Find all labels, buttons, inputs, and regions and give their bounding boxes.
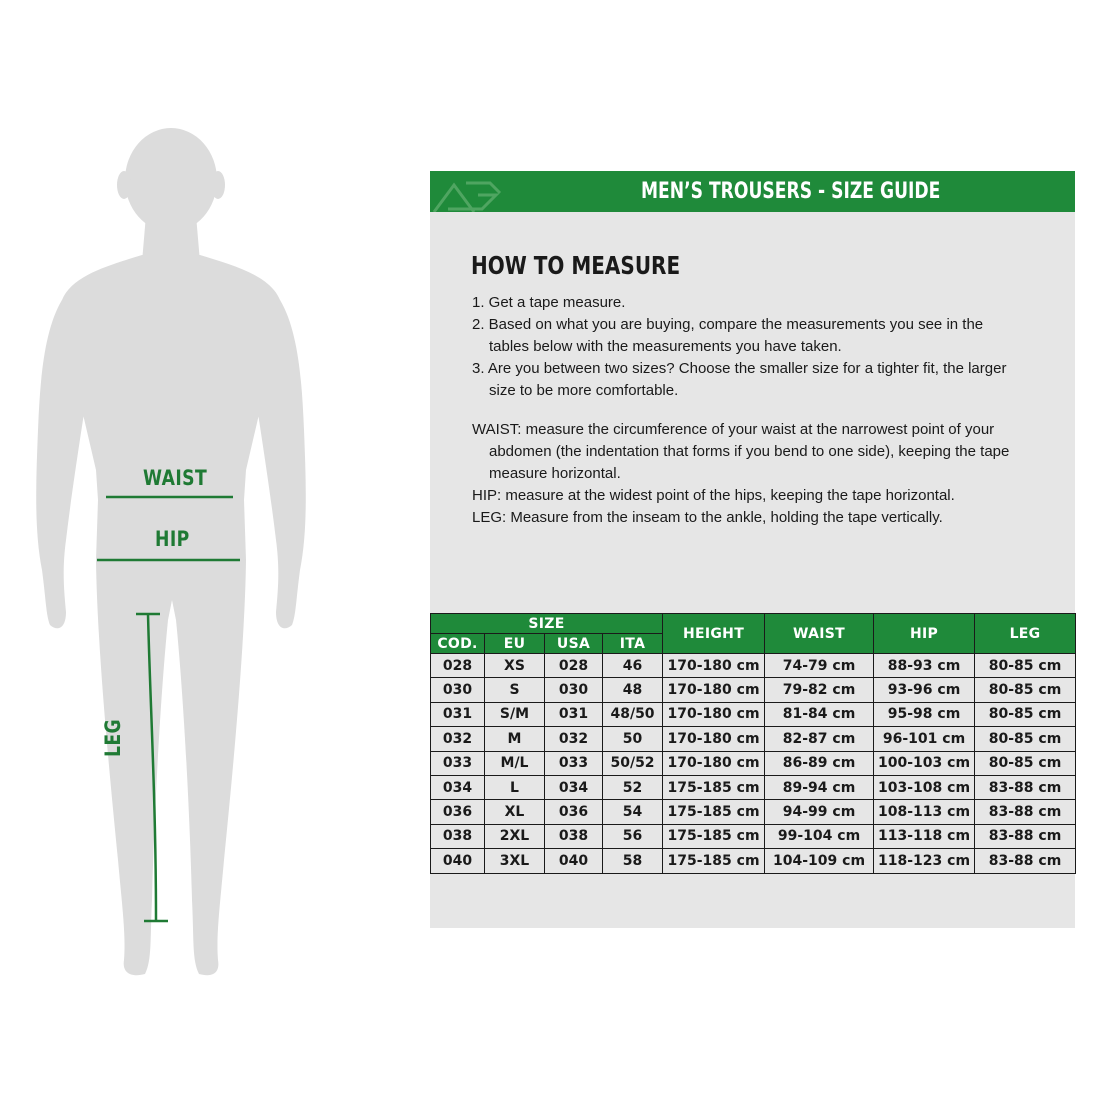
cell-usa: 040 (545, 849, 603, 873)
leg-header: LEG (975, 614, 1076, 654)
cell-cod: 038 (431, 824, 485, 848)
table-body (431, 654, 1076, 874)
cell-waist: 94-99 cm (765, 800, 874, 824)
cell-waist: 104-109 cm (765, 849, 874, 873)
step-item (472, 314, 1052, 358)
size-guide-panel (430, 171, 1075, 928)
hip-note: HIP: measure at the widest point of the hips, keeping the tape horizontal. (472, 487, 955, 504)
height-header: HEIGHT (663, 614, 765, 654)
cell-usa: 038 (545, 824, 603, 848)
panel-title: MEN’S TROUSERS - SIZE GUIDE (640, 179, 941, 204)
cell-leg: 83-88 cm (975, 800, 1076, 824)
measure-notes (472, 419, 1052, 529)
cell-cod: 036 (431, 800, 485, 824)
cell-cod: 028 (431, 654, 485, 678)
table-row (431, 849, 1076, 873)
cell-waist: 81-84 cm (765, 702, 874, 726)
waist-note-text: WAIST: measure the circumference of your waist at the narrowest point of your (472, 421, 995, 438)
cell-hip: 93-96 cm (874, 678, 975, 702)
cod-header: COD. (431, 634, 485, 654)
cell-ita: 58 (603, 849, 663, 873)
leg-label: LEG (101, 718, 125, 757)
cell-cod: 032 (431, 727, 485, 751)
table-row (431, 824, 1076, 848)
cell-ita: 48 (603, 678, 663, 702)
cell-hip: 118-123 cm (874, 849, 975, 873)
cell-cod: 040 (431, 849, 485, 873)
cell-hip: 95-98 cm (874, 702, 975, 726)
cell-usa: 032 (545, 727, 603, 751)
cell-ita: 54 (603, 800, 663, 824)
cell-eu: XS (485, 654, 545, 678)
cell-hip: 96-101 cm (874, 727, 975, 751)
cell-leg: 80-85 cm (975, 727, 1076, 751)
cell-waist: 82-87 cm (765, 727, 874, 751)
cell-usa: 033 (545, 751, 603, 775)
cell-ita: 50 (603, 727, 663, 751)
cell-hip: 100-103 cm (874, 751, 975, 775)
step-item (472, 292, 1052, 314)
cell-eu: M (485, 727, 545, 751)
cell-eu: S/M (485, 702, 545, 726)
cell-height: 175-185 cm (663, 849, 765, 873)
cell-height: 170-180 cm (663, 751, 765, 775)
cell-height: 175-185 cm (663, 800, 765, 824)
table-row (431, 654, 1076, 678)
step-text-cont: tables below with the measurements you have taken. (489, 338, 842, 355)
waist-note (472, 419, 1052, 485)
size-table (430, 613, 1076, 874)
step-text-cont: size to be more comfortable. (489, 382, 679, 399)
steps-list (472, 292, 1052, 402)
cell-height: 175-185 cm (663, 824, 765, 848)
waist-label: WAIST (143, 466, 208, 490)
cell-height: 175-185 cm (663, 775, 765, 799)
cell-cod: 034 (431, 775, 485, 799)
cell-waist: 99-104 cm (765, 824, 874, 848)
cell-waist: 86-89 cm (765, 751, 874, 775)
body-silhouette (0, 0, 420, 1100)
waist-header: WAIST (765, 614, 874, 654)
cell-leg: 80-85 cm (975, 654, 1076, 678)
cell-ita: 50/52 (603, 751, 663, 775)
panel-header (430, 171, 1075, 212)
table-row (431, 800, 1076, 824)
cell-hip: 103-108 cm (874, 775, 975, 799)
table-row (431, 727, 1076, 751)
cell-ita: 56 (603, 824, 663, 848)
size-group-header: SIZE (431, 614, 663, 634)
step-text: 3. Are you between two sizes? Choose the smaller size for a tighter fit, the larger (472, 360, 1007, 377)
ita-header: ITA (603, 634, 663, 654)
cell-leg: 83-88 cm (975, 824, 1076, 848)
cell-eu: 2XL (485, 824, 545, 848)
waist-note-cont: abdomen (the indentation that forms if you bend to one side), keeping the tape (489, 443, 1010, 460)
cell-eu: M/L (485, 751, 545, 775)
cell-hip: 113-118 cm (874, 824, 975, 848)
hip-header: HIP (874, 614, 975, 654)
cell-usa: 034 (545, 775, 603, 799)
step-text: 1. Get a tape measure. (472, 294, 626, 311)
usa-header: USA (545, 634, 603, 654)
cell-waist: 79-82 cm (765, 678, 874, 702)
cell-height: 170-180 cm (663, 654, 765, 678)
step-text: 2. Based on what you are buying, compare the measurements you see in the (472, 316, 984, 333)
cell-leg: 80-85 cm (975, 751, 1076, 775)
how-to-measure-heading: HOW TO MEASURE (471, 251, 681, 280)
silhouette-shape (36, 128, 306, 975)
brand-logo-icon (430, 171, 510, 212)
cell-usa: 031 (545, 702, 603, 726)
table-row (431, 751, 1076, 775)
table-row (431, 702, 1076, 726)
cell-waist: 89-94 cm (765, 775, 874, 799)
cell-height: 170-180 cm (663, 678, 765, 702)
cell-hip: 108-113 cm (874, 800, 975, 824)
cell-cod: 031 (431, 702, 485, 726)
cell-ita: 46 (603, 654, 663, 678)
cell-leg: 83-88 cm (975, 775, 1076, 799)
table-row (431, 678, 1076, 702)
cell-hip: 88-93 cm (874, 654, 975, 678)
cell-usa: 030 (545, 678, 603, 702)
waist-note-cont: measure horizontal. (489, 465, 621, 482)
cell-ita: 52 (603, 775, 663, 799)
cell-eu: XL (485, 800, 545, 824)
cell-eu: L (485, 775, 545, 799)
eu-header: EU (485, 634, 545, 654)
cell-ita: 48/50 (603, 702, 663, 726)
cell-leg: 80-85 cm (975, 678, 1076, 702)
cell-waist: 74-79 cm (765, 654, 874, 678)
cell-leg: 83-88 cm (975, 849, 1076, 873)
table-row (431, 775, 1076, 799)
step-item (472, 358, 1052, 402)
cell-cod: 033 (431, 751, 485, 775)
cell-height: 170-180 cm (663, 727, 765, 751)
cell-cod: 030 (431, 678, 485, 702)
cell-eu: 3XL (485, 849, 545, 873)
cell-eu: S (485, 678, 545, 702)
cell-usa: 028 (545, 654, 603, 678)
leg-note: LEG: Measure from the inseam to the ankle, holding the tape vertically. (472, 509, 943, 526)
cell-leg: 80-85 cm (975, 702, 1076, 726)
cell-usa: 036 (545, 800, 603, 824)
hip-label: HIP (155, 527, 190, 551)
cell-height: 170-180 cm (663, 702, 765, 726)
